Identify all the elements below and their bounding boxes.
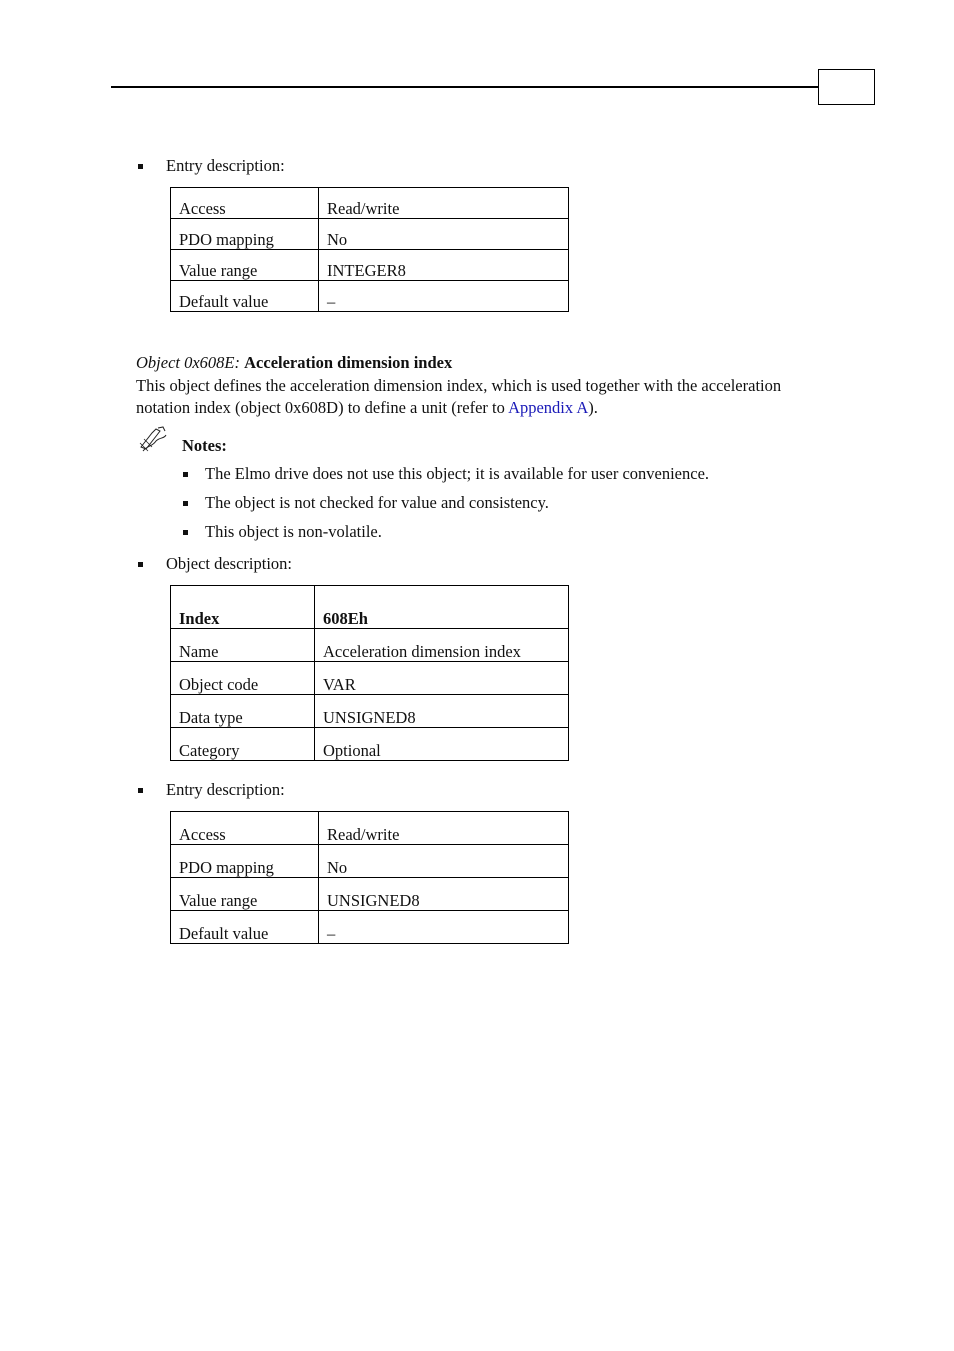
table-row [171,728,569,761]
square-bullet-icon [138,788,143,793]
row-value: VAR [315,662,569,695]
square-bullet-icon [183,472,188,477]
entry-description-table-1 [170,187,569,312]
row-value: UNSIGNED8 [315,695,569,728]
row-key: Access [171,188,319,219]
bullet-entry-description-2 [138,780,285,800]
object-description-paragraph [136,375,796,419]
note-item [183,522,382,542]
table-row [171,586,569,629]
square-bullet-icon [138,562,143,567]
row-key: PDO mapping [171,219,319,250]
row-key: Value range [171,250,319,281]
table-row [171,878,569,911]
row-key: PDO mapping [171,845,319,878]
row-value: INTEGER8 [319,250,569,281]
row-value: – [319,911,569,944]
table-row [171,695,569,728]
table-row [171,219,569,250]
note-text: This object is non-volatile. [205,522,382,541]
row-key: Default value [171,281,319,312]
note-item [183,464,709,484]
entry-description-table-2 [170,811,569,944]
row-key: Category [171,728,315,761]
entry-description-label: Entry description: [166,156,285,175]
page-number-box [818,69,875,105]
table-row [171,629,569,662]
table-row [171,812,569,845]
row-key: Data type [171,695,315,728]
row-key: Default value [171,911,319,944]
row-value: 608Eh [315,586,569,629]
table-row [171,250,569,281]
object-description-label: Object description: [166,554,293,573]
object-title: Acceleration dimension index [244,353,453,372]
row-key: Name [171,629,315,662]
entry-description-label: Entry description: [166,780,285,799]
object-description-table [170,585,569,761]
table-row [171,662,569,695]
row-value: No [319,845,569,878]
bullet-object-description [138,554,292,574]
table-row [171,281,569,312]
object-heading [136,353,452,373]
table-row [171,845,569,878]
square-bullet-icon [138,164,143,169]
row-value: No [319,219,569,250]
row-key: Object code [171,662,315,695]
row-value: UNSIGNED8 [319,878,569,911]
row-value: Acceleration dimension index [315,629,569,662]
note-text: The object is not checked for value and consistency. [205,493,549,512]
row-key: Value range [171,878,319,911]
table-row [171,911,569,944]
note-text: The Elmo drive does not use this object; it is available for user convenience. [205,464,710,483]
header-rule [111,86,819,88]
paragraph-end: ). [588,398,598,417]
row-key: Access [171,812,319,845]
paragraph-text: This object defines the acceleration dimension index, which is used together with the acceleration notation index (object 0x608D) to define a unit (refer to [136,376,782,417]
row-key: Index [171,586,315,629]
bullet-entry-description-1 [138,156,285,176]
row-value: Read/write [319,188,569,219]
object-id: Object 0x608E: [136,353,241,372]
square-bullet-icon [183,501,188,506]
pen-note-icon [138,425,168,455]
row-value: Read/write [319,812,569,845]
row-value: Optional [315,728,569,761]
table-row [171,188,569,219]
notes-label: Notes: [182,436,227,455]
appendix-a-link[interactable]: Appendix A [508,398,589,417]
row-value: – [319,281,569,312]
note-item [183,493,549,513]
square-bullet-icon [183,530,188,535]
